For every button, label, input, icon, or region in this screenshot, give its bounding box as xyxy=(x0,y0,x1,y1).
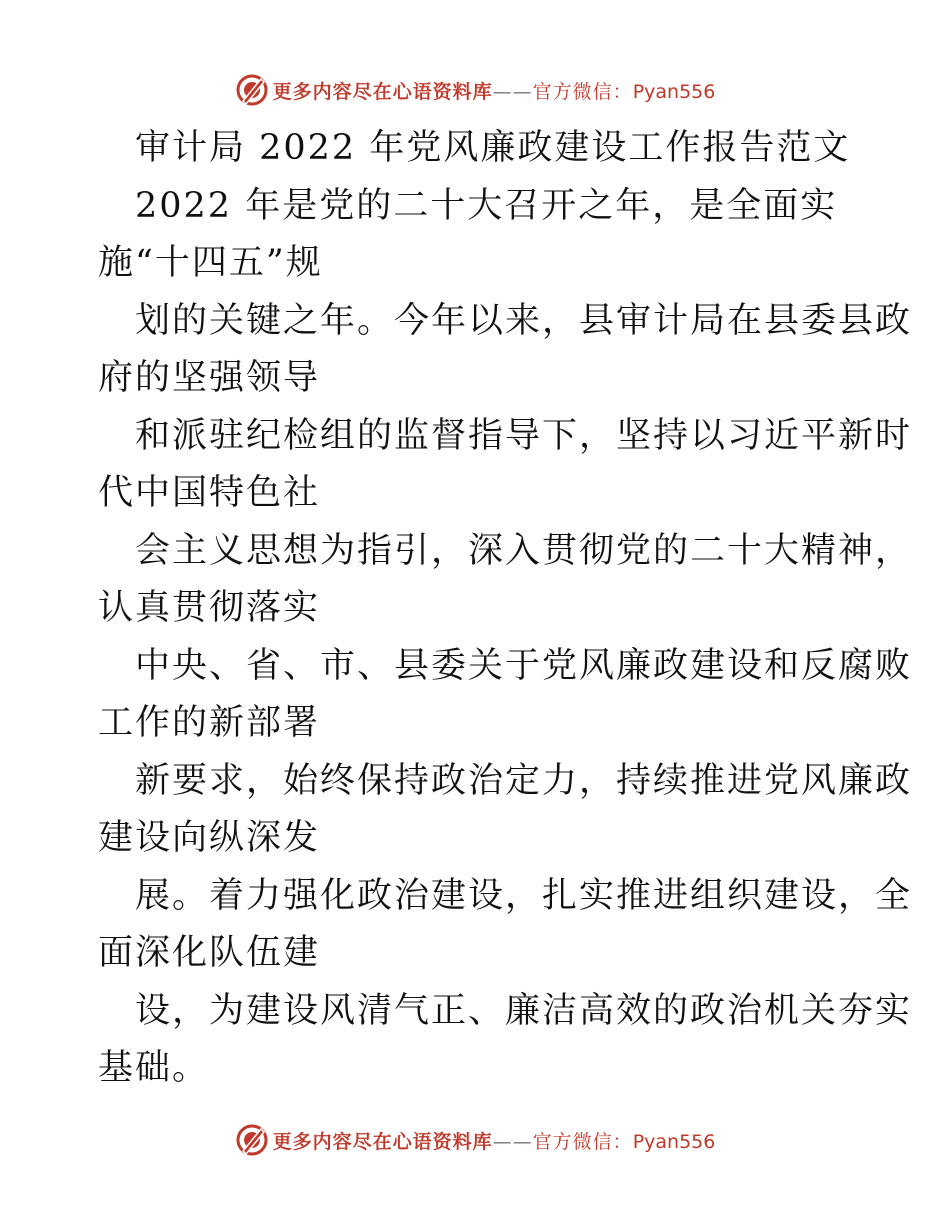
paragraph-line: 2022 年是党的二十大召开之年，是全面实 xyxy=(135,185,838,226)
banner-brand: 更多内容尽在心语资料库 xyxy=(272,80,493,103)
paragraph-line: 府的坚强领导 xyxy=(98,358,321,398)
document-title: 审计局 2022 年党风廉政建设工作报告范文 xyxy=(135,128,851,168)
paragraph-line: 展。着力强化政治建设，扎实推进组织建设，全 xyxy=(135,875,913,916)
header-banner xyxy=(0,70,950,110)
footer-banner xyxy=(0,1120,950,1160)
paragraph-line: 施“十四五”规 xyxy=(98,243,323,283)
paragraph-line: 会主义思想为指引，深入贯彻党的二十大精神， xyxy=(135,530,913,571)
banner-account: Pyan556 xyxy=(632,80,716,103)
paragraph-line: 面深化队伍建 xyxy=(98,933,321,973)
banner-wechat-label: 官方微信： xyxy=(532,80,633,103)
paragraph-line: 工作的新部署 xyxy=(98,703,321,743)
paragraph-line: 认真贯彻落实 xyxy=(98,588,321,628)
banner-account: Pyan556 xyxy=(632,1130,716,1153)
paragraph-line: 中央、省、市、县委关于党风廉政建设和反腐败 xyxy=(135,645,913,686)
paragraph-line: 设，为建设风清气正、廉洁高效的政治机关夯实 xyxy=(135,990,913,1031)
paragraph-line: 建设向纵深发 xyxy=(98,818,321,858)
paragraph-line: 代中国特色社 xyxy=(98,473,321,513)
paragraph-line: 划的关键之年。今年以来，县审计局在县委县政 xyxy=(135,300,913,341)
paragraph-line: 和派驻纪检组的监督指导下，坚持以习近平新时 xyxy=(135,415,913,456)
banner-separator: —— xyxy=(492,1130,533,1153)
banner-brand: 更多内容尽在心语资料库 xyxy=(272,1130,493,1153)
document-body xyxy=(98,120,913,1098)
banner-wechat-label: 官方微信： xyxy=(532,1130,633,1153)
pen-circle-logo-icon xyxy=(235,73,269,107)
footer-banner-text xyxy=(273,1127,716,1154)
paragraph-line: 新要求，始终保持政治定力，持续推进党风廉政 xyxy=(135,760,913,801)
paragraph-line: 基础。 xyxy=(98,1048,210,1088)
banner-separator: —— xyxy=(492,80,533,103)
header-banner-text xyxy=(273,77,716,104)
pen-circle-logo-icon xyxy=(235,1123,269,1157)
